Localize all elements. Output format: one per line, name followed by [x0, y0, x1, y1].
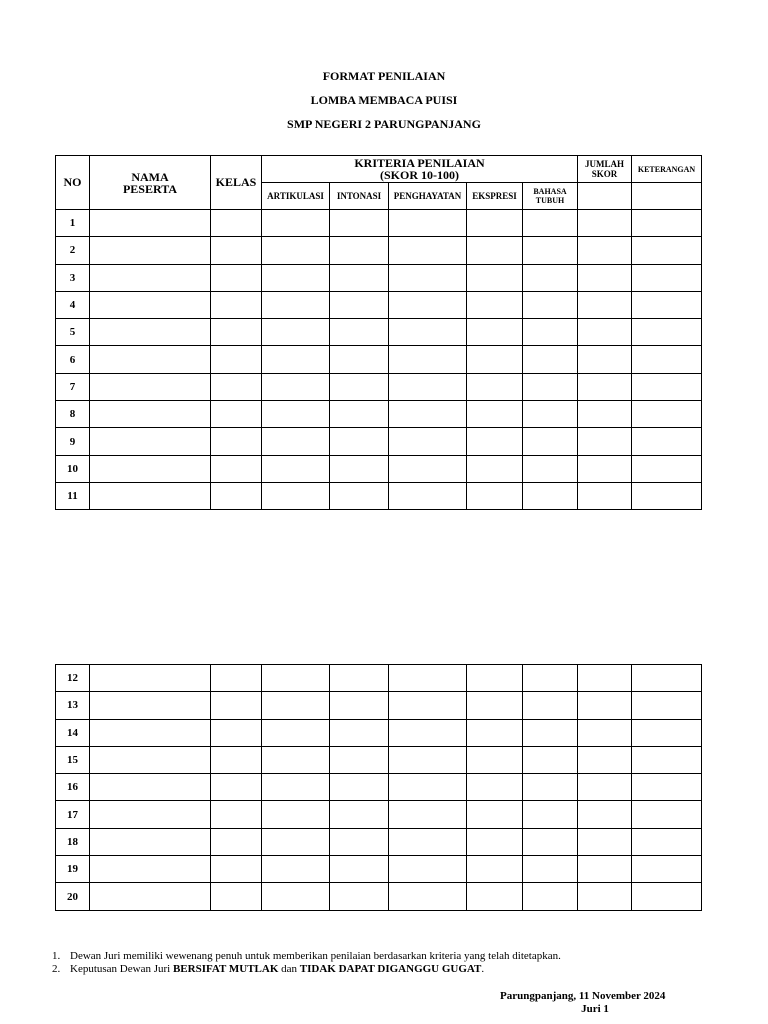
score-cell — [523, 719, 578, 746]
score-cell — [211, 319, 262, 346]
score-cell — [262, 719, 330, 746]
score-cell — [389, 828, 467, 855]
score-cell — [389, 482, 467, 509]
score-cell — [467, 801, 523, 828]
row-number: 14 — [56, 719, 90, 746]
score-cell — [467, 665, 523, 692]
score-cell — [578, 774, 632, 801]
score-cell — [467, 428, 523, 455]
score-cell — [262, 665, 330, 692]
score-cell — [467, 291, 523, 318]
score-cell — [211, 455, 262, 482]
score-cell — [578, 319, 632, 346]
table-row — [56, 455, 702, 482]
score-cell — [90, 482, 211, 509]
score-cell — [632, 692, 702, 719]
row-number: 10 — [56, 455, 90, 482]
score-cell — [211, 801, 262, 828]
header-jumlah-skor: JUMLAH SKOR — [578, 156, 632, 183]
score-cell — [578, 455, 632, 482]
score-cell — [90, 856, 211, 883]
score-cell — [467, 401, 523, 428]
score-cell — [578, 665, 632, 692]
score-cell — [211, 828, 262, 855]
score-cell — [632, 482, 702, 509]
score-cell — [578, 883, 632, 910]
score-cell — [389, 883, 467, 910]
score-cell — [578, 346, 632, 373]
score-cell — [389, 428, 467, 455]
score-cell — [632, 428, 702, 455]
score-cell — [632, 746, 702, 773]
table-1-body — [56, 210, 702, 510]
score-cell — [632, 455, 702, 482]
score-cell — [389, 801, 467, 828]
table-row — [56, 482, 702, 509]
score-cell — [523, 801, 578, 828]
header-nama-peserta: NAMA PESERTA — [90, 156, 211, 210]
score-cell — [632, 210, 702, 237]
row-number: 7 — [56, 373, 90, 400]
row-number: 16 — [56, 774, 90, 801]
score-cell — [523, 291, 578, 318]
score-cell — [90, 373, 211, 400]
score-cell — [211, 401, 262, 428]
row-number: 18 — [56, 828, 90, 855]
score-cell — [523, 401, 578, 428]
table-row — [56, 801, 702, 828]
score-cell — [389, 455, 467, 482]
score-cell — [523, 482, 578, 509]
table-row — [56, 746, 702, 773]
score-cell — [467, 319, 523, 346]
score-cell — [90, 774, 211, 801]
score-cell — [632, 291, 702, 318]
note-2: 2. Keputusan Dewan Juri BERSIFAT MUTLAK dan TIDAK DAPAT DIGANGGU GUGAT. — [52, 963, 485, 975]
score-cell — [262, 210, 330, 237]
table-row — [56, 883, 702, 910]
header-keterangan: KETERANGAN — [632, 156, 702, 183]
score-cell — [578, 482, 632, 509]
row-number: 4 — [56, 291, 90, 318]
table-row — [56, 237, 702, 264]
title-school: SMP NEGERI 2 PARUNGPANJANG — [287, 117, 481, 131]
score-cell — [211, 291, 262, 318]
score-cell — [632, 264, 702, 291]
score-cell — [90, 828, 211, 855]
score-cell — [262, 801, 330, 828]
score-cell — [389, 692, 467, 719]
score-cell — [467, 373, 523, 400]
score-cell — [90, 746, 211, 773]
score-cell — [211, 346, 262, 373]
row-number: 2 — [56, 237, 90, 264]
score-cell — [632, 883, 702, 910]
score-cell — [467, 719, 523, 746]
score-cell — [467, 856, 523, 883]
score-cell — [262, 692, 330, 719]
header-kelas: KELAS — [211, 156, 262, 210]
score-cell — [467, 883, 523, 910]
score-cell — [523, 428, 578, 455]
score-cell — [90, 883, 211, 910]
scoring-table-1 — [55, 155, 702, 510]
score-cell — [330, 746, 389, 773]
score-cell — [330, 291, 389, 318]
header-intonasi: INTONASI — [330, 183, 389, 210]
place-date: Parungpanjang, 11 November 2024 — [500, 990, 666, 1002]
row-number: 13 — [56, 692, 90, 719]
score-cell — [262, 746, 330, 773]
row-number: 6 — [56, 346, 90, 373]
notes — [52, 950, 561, 976]
table-row — [56, 665, 702, 692]
score-cell — [389, 291, 467, 318]
score-cell — [211, 883, 262, 910]
row-number: 11 — [56, 482, 90, 509]
scoring-table-2 — [55, 664, 702, 911]
score-cell — [467, 237, 523, 264]
score-cell — [632, 373, 702, 400]
score-cell — [389, 856, 467, 883]
score-cell — [389, 774, 467, 801]
score-cell — [211, 210, 262, 237]
score-cell — [523, 455, 578, 482]
score-cell — [523, 665, 578, 692]
score-cell — [523, 237, 578, 264]
score-cell — [90, 291, 211, 318]
score-cell — [262, 346, 330, 373]
score-cell — [330, 801, 389, 828]
header-penghayatan: PENGHAYATAN — [389, 183, 467, 210]
header-no: NO — [56, 156, 90, 210]
table-row — [56, 346, 702, 373]
score-cell — [211, 719, 262, 746]
note-1: 1. Dewan Juri memiliki wewenang penuh untuk memberikan penilaian berdasarkan kriteria yang telah ditetapkan. — [52, 950, 561, 962]
score-cell — [523, 746, 578, 773]
score-cell — [578, 401, 632, 428]
row-number: 17 — [56, 801, 90, 828]
score-cell — [389, 665, 467, 692]
score-cell — [467, 828, 523, 855]
table-row — [56, 401, 702, 428]
score-cell — [330, 719, 389, 746]
score-cell — [467, 774, 523, 801]
table-row — [56, 856, 702, 883]
header-ekspresi: EKSPRESI — [467, 183, 523, 210]
table-row — [56, 291, 702, 318]
row-number: 1 — [56, 210, 90, 237]
row-number: 12 — [56, 665, 90, 692]
score-cell — [90, 319, 211, 346]
row-number: 5 — [56, 319, 90, 346]
score-cell — [467, 346, 523, 373]
row-number: 3 — [56, 264, 90, 291]
header-artikulasi: ARTIKULASI — [262, 183, 330, 210]
score-cell — [578, 856, 632, 883]
score-cell — [330, 774, 389, 801]
score-cell — [330, 237, 389, 264]
score-cell — [330, 319, 389, 346]
score-cell — [389, 719, 467, 746]
score-cell — [389, 746, 467, 773]
score-cell — [523, 774, 578, 801]
score-cell — [90, 719, 211, 746]
score-cell — [330, 883, 389, 910]
score-cell — [523, 373, 578, 400]
score-cell — [262, 264, 330, 291]
score-cell — [578, 237, 632, 264]
header-blank — [632, 183, 702, 210]
score-cell — [632, 774, 702, 801]
score-cell — [389, 319, 467, 346]
score-cell — [632, 801, 702, 828]
score-cell — [330, 373, 389, 400]
row-number: 19 — [56, 856, 90, 883]
header-kriteria: KRITERIA PENILAIAN (SKOR 10-100) — [262, 156, 578, 183]
score-cell — [578, 719, 632, 746]
score-cell — [262, 428, 330, 455]
row-number: 15 — [56, 746, 90, 773]
score-cell — [578, 746, 632, 773]
score-cell — [632, 665, 702, 692]
score-cell — [330, 401, 389, 428]
score-cell — [90, 401, 211, 428]
score-cell — [330, 856, 389, 883]
table-row — [56, 774, 702, 801]
score-cell — [523, 856, 578, 883]
score-cell — [578, 291, 632, 318]
score-cell — [90, 692, 211, 719]
score-cell — [211, 237, 262, 264]
score-cell — [211, 856, 262, 883]
score-cell — [330, 482, 389, 509]
score-cell — [90, 665, 211, 692]
document-titles — [0, 68, 768, 140]
score-cell — [330, 692, 389, 719]
score-cell — [467, 692, 523, 719]
score-cell — [211, 665, 262, 692]
score-cell — [523, 210, 578, 237]
score-cell — [211, 373, 262, 400]
score-cell — [211, 264, 262, 291]
score-cell — [211, 482, 262, 509]
score-cell — [330, 665, 389, 692]
row-number: 8 — [56, 401, 90, 428]
row-number: 9 — [56, 428, 90, 455]
score-cell — [389, 401, 467, 428]
score-cell — [523, 828, 578, 855]
header-bahasa-tubuh: BAHASA TUBUH — [523, 183, 578, 210]
score-cell — [632, 856, 702, 883]
score-cell — [578, 692, 632, 719]
table-2-body — [56, 665, 702, 911]
score-cell — [467, 482, 523, 509]
score-cell — [90, 346, 211, 373]
score-cell — [389, 373, 467, 400]
score-cell — [262, 774, 330, 801]
score-cell — [578, 428, 632, 455]
score-cell — [262, 291, 330, 318]
score-cell — [467, 264, 523, 291]
score-cell — [523, 883, 578, 910]
table-row — [56, 373, 702, 400]
score-cell — [211, 746, 262, 773]
score-cell — [211, 774, 262, 801]
table-row — [56, 692, 702, 719]
title-format: FORMAT PENILAIAN — [322, 69, 446, 83]
score-cell — [467, 455, 523, 482]
score-cell — [330, 346, 389, 373]
score-cell — [632, 828, 702, 855]
table-row — [56, 210, 702, 237]
score-cell — [632, 401, 702, 428]
judge-label: Juri 1 — [581, 1003, 609, 1015]
table-row — [56, 319, 702, 346]
score-cell — [330, 428, 389, 455]
score-cell — [523, 264, 578, 291]
score-cell — [467, 210, 523, 237]
score-cell — [262, 373, 330, 400]
score-cell — [330, 264, 389, 291]
row-number: 20 — [56, 883, 90, 910]
table-row — [56, 428, 702, 455]
score-cell — [578, 828, 632, 855]
score-cell — [262, 319, 330, 346]
score-cell — [389, 210, 467, 237]
score-cell — [330, 210, 389, 237]
score-cell — [90, 455, 211, 482]
score-cell — [523, 346, 578, 373]
score-cell — [330, 828, 389, 855]
score-cell — [578, 210, 632, 237]
score-cell — [389, 346, 467, 373]
score-cell — [632, 719, 702, 746]
score-cell — [90, 801, 211, 828]
score-cell — [211, 428, 262, 455]
score-cell — [90, 237, 211, 264]
score-cell — [262, 883, 330, 910]
score-cell — [632, 237, 702, 264]
score-cell — [262, 828, 330, 855]
score-cell — [467, 746, 523, 773]
score-cell — [262, 237, 330, 264]
score-cell — [389, 237, 467, 264]
score-cell — [632, 319, 702, 346]
score-cell — [90, 210, 211, 237]
score-cell — [262, 482, 330, 509]
score-cell — [262, 401, 330, 428]
score-cell — [90, 428, 211, 455]
table-row — [56, 828, 702, 855]
score-cell — [389, 264, 467, 291]
score-cell — [523, 692, 578, 719]
title-lomba: LOMBA MEMBACA PUISI — [310, 93, 458, 107]
score-cell — [90, 264, 211, 291]
signature-block — [500, 990, 690, 1016]
score-cell — [632, 346, 702, 373]
score-cell — [578, 801, 632, 828]
score-cell — [578, 264, 632, 291]
table-row — [56, 264, 702, 291]
header-blank — [578, 183, 632, 210]
score-cell — [330, 455, 389, 482]
score-cell — [262, 856, 330, 883]
score-cell — [523, 319, 578, 346]
score-cell — [578, 373, 632, 400]
score-cell — [211, 692, 262, 719]
score-cell — [262, 455, 330, 482]
table-row — [56, 719, 702, 746]
